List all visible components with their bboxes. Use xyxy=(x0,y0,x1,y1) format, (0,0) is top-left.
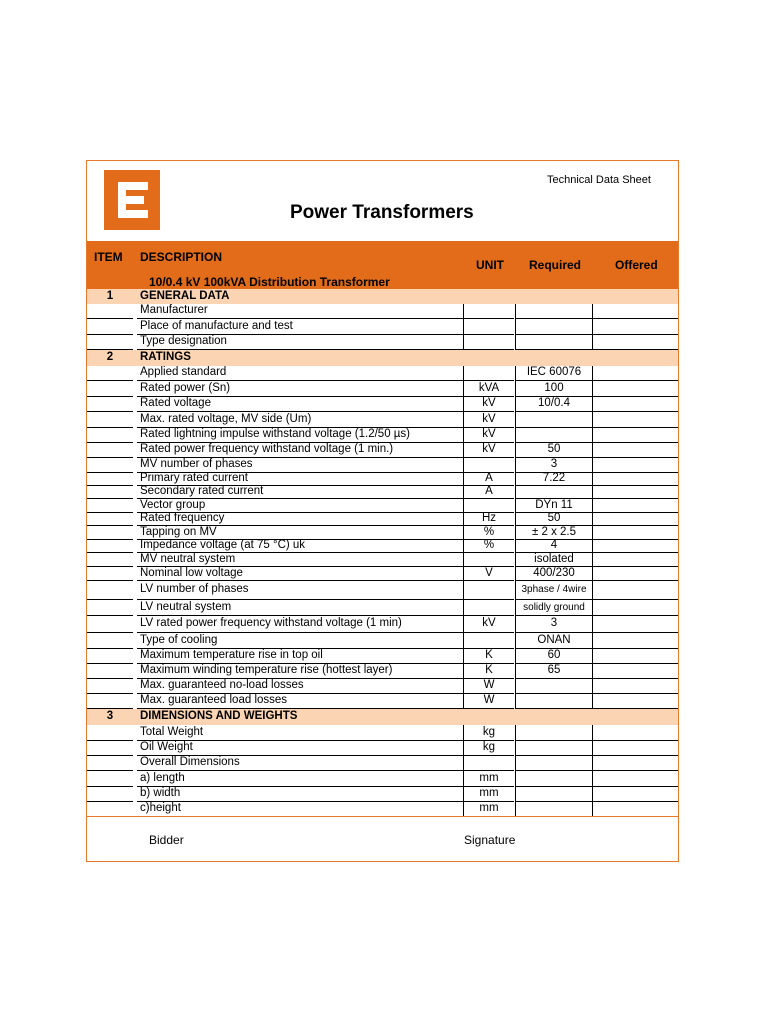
table-row xyxy=(87,526,678,540)
required-cell xyxy=(515,304,592,319)
table-row xyxy=(87,600,678,616)
required-cell: 60 xyxy=(515,649,592,664)
table-row xyxy=(87,366,678,381)
required-cell xyxy=(515,725,592,741)
section-row xyxy=(87,709,678,725)
table-row xyxy=(87,304,678,319)
description-cell: c)height xyxy=(137,802,463,817)
unit-cell xyxy=(463,304,514,319)
description-cell: Overall Dimensions xyxy=(137,756,463,771)
table-row xyxy=(87,412,678,428)
item-cell xyxy=(87,741,133,756)
table-row xyxy=(87,616,678,633)
offered-cell xyxy=(592,649,678,664)
offered-cell xyxy=(592,741,678,756)
offered-cell xyxy=(592,499,678,513)
description-cell: Type of cooling xyxy=(137,633,463,649)
unit-cell: Hz xyxy=(463,513,514,526)
required-cell: 50 xyxy=(515,443,592,458)
item-cell xyxy=(87,725,133,741)
description-cell: Applied standard xyxy=(137,366,463,381)
offered-cell xyxy=(592,787,678,802)
offered-cell xyxy=(592,694,678,709)
table-row xyxy=(87,787,678,802)
unit-cell: V xyxy=(463,567,514,581)
table-row xyxy=(87,443,678,458)
offered-cell xyxy=(592,553,678,567)
offered-cell xyxy=(592,366,678,381)
section-title: RATINGS xyxy=(140,351,191,364)
item-cell xyxy=(87,428,133,443)
required-cell: 65 xyxy=(515,664,592,679)
unit-cell xyxy=(463,499,514,513)
table-row xyxy=(87,553,678,567)
unit-cell: A xyxy=(463,473,514,486)
description-cell: Total Weight xyxy=(137,725,463,741)
item-cell xyxy=(87,473,133,486)
required-cell: 100 xyxy=(515,381,592,397)
item-cell xyxy=(87,553,133,567)
unit-cell: % xyxy=(463,526,514,540)
table-row xyxy=(87,649,678,664)
offered-cell xyxy=(592,526,678,540)
bidder-label: Bidder xyxy=(149,833,184,847)
offered-cell xyxy=(592,756,678,771)
item-cell xyxy=(87,499,133,513)
unit-cell: A xyxy=(463,486,514,499)
description-cell: Rated frequency xyxy=(137,513,463,526)
unit-cell xyxy=(463,335,514,350)
required-cell xyxy=(515,741,592,756)
offered-cell xyxy=(592,335,678,350)
table-row xyxy=(87,725,678,741)
item-cell xyxy=(87,540,133,553)
signature-label: Signature xyxy=(464,833,516,847)
unit-cell xyxy=(463,458,514,473)
offered-cell xyxy=(592,567,678,581)
description-cell: Nominal low voltage xyxy=(137,567,463,581)
table-row xyxy=(87,335,678,350)
required-cell xyxy=(515,486,592,499)
item-cell xyxy=(87,458,133,473)
unit-cell xyxy=(463,366,514,381)
description-cell: Secondary rated current xyxy=(137,486,463,499)
unit-cell: kVA xyxy=(463,381,514,397)
offered-cell xyxy=(592,304,678,319)
unit-cell xyxy=(463,633,514,649)
required-cell: IEC 60076 xyxy=(515,366,592,381)
section-number: 3 xyxy=(106,710,114,723)
table-row xyxy=(87,679,678,694)
description-cell: a) length xyxy=(137,771,463,787)
unit-cell xyxy=(463,553,514,567)
required-cell: 400/230 xyxy=(515,567,592,581)
section-row xyxy=(87,289,678,304)
item-cell xyxy=(87,366,133,381)
column-header-item: ITEM xyxy=(94,250,123,264)
table-row xyxy=(87,381,678,397)
unit-cell: kg xyxy=(463,741,514,756)
required-cell: 50 xyxy=(515,513,592,526)
table-subtitle: 10/0.4 kV 100kVA Distribution Transformer xyxy=(149,275,390,289)
table-row xyxy=(87,319,678,335)
table-row xyxy=(87,694,678,709)
description-cell: Rated power (Sn) xyxy=(137,381,463,397)
table-row xyxy=(87,473,678,486)
unit-cell: kV xyxy=(463,443,514,458)
required-cell: isolated xyxy=(515,553,592,567)
section-number: 1 xyxy=(106,289,114,302)
table-row xyxy=(87,771,678,787)
offered-cell xyxy=(592,381,678,397)
unit-cell: K xyxy=(463,649,514,664)
offered-cell xyxy=(592,581,678,600)
item-cell xyxy=(87,633,133,649)
section-title: DIMENSIONS AND WEIGHTS xyxy=(140,710,298,723)
item-cell xyxy=(87,513,133,526)
description-cell: Maximum winding temperature rise (hottest layer) xyxy=(137,664,463,679)
unit-cell: mm xyxy=(463,771,514,787)
offered-cell xyxy=(592,458,678,473)
table-row xyxy=(87,633,678,649)
section-number: 2 xyxy=(106,351,114,364)
offered-cell xyxy=(592,771,678,787)
description-cell: LV number of phases xyxy=(137,581,463,600)
description-cell: Primary rated current xyxy=(137,473,463,486)
table-row xyxy=(87,756,678,771)
description-cell: LV rated power frequency withstand voltage (1 min) xyxy=(137,616,463,633)
item-cell xyxy=(87,381,133,397)
offered-cell xyxy=(592,443,678,458)
table-row xyxy=(87,540,678,553)
required-cell: 3 xyxy=(515,616,592,633)
unit-cell xyxy=(463,756,514,771)
required-cell xyxy=(515,679,592,694)
required-cell: 7.22 xyxy=(515,473,592,486)
column-header-unit: UNIT xyxy=(476,258,504,272)
table-row xyxy=(87,486,678,499)
required-cell xyxy=(515,335,592,350)
description-cell: Impedance voltage (at 75 °C) uk xyxy=(137,540,463,553)
description-cell: LV neutral system xyxy=(137,600,463,616)
description-cell: Tapping on MV xyxy=(137,526,463,540)
column-header-required: Required xyxy=(529,258,582,272)
column-header-description: DESCRIPTION xyxy=(140,250,223,264)
description-cell: Manufacturer xyxy=(137,304,463,319)
description-cell: Oil Weight xyxy=(137,741,463,756)
table-row xyxy=(87,741,678,756)
unit-cell: mm xyxy=(463,787,514,802)
item-cell xyxy=(87,304,133,319)
description-cell: Max. guaranteed load losses xyxy=(137,694,463,709)
item-cell xyxy=(87,616,133,633)
item-cell xyxy=(87,649,133,664)
description-cell: Vector group xyxy=(137,499,463,513)
item-cell xyxy=(87,397,133,412)
unit-cell: W xyxy=(463,679,514,694)
item-cell xyxy=(87,600,133,616)
required-cell: 3phase / 4wire xyxy=(515,581,592,600)
offered-cell xyxy=(592,633,678,649)
offered-cell xyxy=(592,397,678,412)
description-cell: Rated voltage xyxy=(137,397,463,412)
required-cell xyxy=(515,771,592,787)
section-title: GENERAL DATA xyxy=(140,289,230,302)
item-cell xyxy=(87,486,133,499)
footer-divider xyxy=(87,816,678,817)
column-header-offered: Offered xyxy=(615,258,658,272)
item-cell xyxy=(87,335,133,350)
unit-cell xyxy=(463,600,514,616)
offered-cell xyxy=(592,664,678,679)
description-cell: Max. guaranteed no-load losses xyxy=(137,679,463,694)
page-title: Power Transformers xyxy=(290,202,474,223)
description-cell: Place of manufacture and test xyxy=(137,319,463,335)
offered-cell xyxy=(592,428,678,443)
required-cell xyxy=(515,802,592,817)
table-row xyxy=(87,664,678,679)
item-cell xyxy=(87,443,133,458)
item-cell xyxy=(87,694,133,709)
item-cell xyxy=(87,679,133,694)
unit-cell xyxy=(463,319,514,335)
offered-cell xyxy=(592,616,678,633)
item-cell xyxy=(87,412,133,428)
item-cell xyxy=(87,756,133,771)
unit-cell: kg xyxy=(463,725,514,741)
description-cell: MV neutral system xyxy=(137,553,463,567)
required-cell xyxy=(515,756,592,771)
unit-cell: kV xyxy=(463,428,514,443)
required-cell xyxy=(515,787,592,802)
offered-cell xyxy=(592,679,678,694)
description-cell: Maximum temperature rise in top oil xyxy=(137,649,463,664)
item-cell xyxy=(87,787,133,802)
item-cell xyxy=(87,567,133,581)
section-row xyxy=(87,350,678,366)
unit-cell: K xyxy=(463,664,514,679)
offered-cell xyxy=(592,319,678,335)
cez-logo-icon xyxy=(104,170,160,230)
required-cell: DYn 11 xyxy=(515,499,592,513)
unit-cell: kV xyxy=(463,397,514,412)
table-row xyxy=(87,428,678,443)
description-cell: Type designation xyxy=(137,335,463,350)
unit-cell: kV xyxy=(463,412,514,428)
item-cell xyxy=(87,771,133,787)
required-cell xyxy=(515,412,592,428)
required-cell: ONAN xyxy=(515,633,592,649)
offered-cell xyxy=(592,412,678,428)
description-cell: Max. rated voltage, MV side (Um) xyxy=(137,412,463,428)
item-cell xyxy=(87,319,133,335)
document-type-label: Technical Data Sheet xyxy=(547,174,651,186)
description-cell: MV number of phases xyxy=(137,458,463,473)
description-cell: b) width xyxy=(137,787,463,802)
item-cell xyxy=(87,581,133,600)
unit-cell: W xyxy=(463,694,514,709)
offered-cell xyxy=(592,486,678,499)
item-cell xyxy=(87,526,133,540)
required-cell: 3 xyxy=(515,458,592,473)
unit-cell: % xyxy=(463,540,514,553)
table-row xyxy=(87,567,678,581)
description-cell: Rated power frequency withstand voltage (1 min.) xyxy=(137,443,463,458)
required-cell xyxy=(515,694,592,709)
required-cell: 4 xyxy=(515,540,592,553)
required-cell xyxy=(515,319,592,335)
required-cell: solidly ground xyxy=(515,600,592,616)
offered-cell xyxy=(592,473,678,486)
table-row xyxy=(87,581,678,600)
table-row xyxy=(87,513,678,526)
required-cell: 10/0.4 xyxy=(515,397,592,412)
offered-cell xyxy=(592,725,678,741)
table-row xyxy=(87,397,678,412)
description-cell: Rated lightning impulse withstand voltage (1.2/50 µs) xyxy=(137,428,463,443)
offered-cell xyxy=(592,600,678,616)
table-row xyxy=(87,499,678,513)
required-cell xyxy=(515,428,592,443)
offered-cell xyxy=(592,513,678,526)
table-row xyxy=(87,802,678,817)
unit-cell: kV xyxy=(463,616,514,633)
offered-cell xyxy=(592,540,678,553)
offered-cell xyxy=(592,802,678,817)
table-row xyxy=(87,458,678,473)
item-cell xyxy=(87,664,133,679)
item-cell xyxy=(87,802,133,817)
required-cell: ± 2 x 2.5 xyxy=(515,526,592,540)
unit-cell: mm xyxy=(463,802,514,817)
unit-cell xyxy=(463,581,514,600)
